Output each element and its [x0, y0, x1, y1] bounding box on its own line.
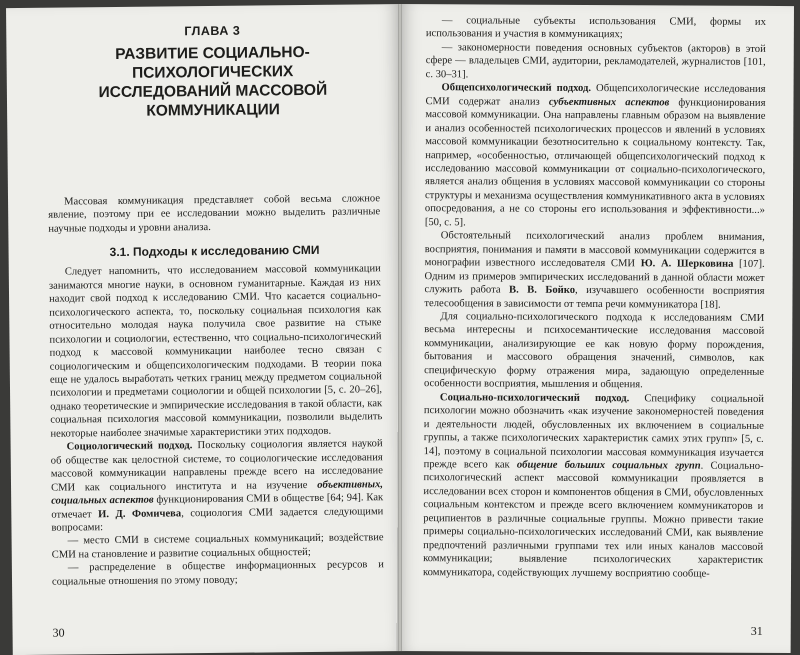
- list-item: — закономерности поведения основных субъектов (акторов) в этой сфере — владельцев СМИ, аудитории, рекламодателей, журналистов [101, с. 30–31].: [425, 42, 766, 81]
- chapter-title: [46, 42, 379, 121]
- text-run: . Социально-психологический аспект массовой коммуникации проявляется в исследовании всех сторон и компонентов общения в СМИ, обусловленных социальным контекстом и прежде всего включением коммуникаторов и реципиентов в различные социальные группы. Можно привести такие примеры социально-психологических исследований СМИ, как выявление предпочтений различными группами тех или иных каналов массовой коммуникации; выявление психологических характеристик коммуникатора, содействующих лучшему восприятию сообще-: [422, 460, 764, 580]
- author-name: Ю. А. Шерковина: [640, 258, 734, 270]
- run-in-heading: Общепсихологический подход.: [441, 82, 592, 95]
- right-page: [397, 4, 794, 653]
- chapter-label: ГЛАВА 3: [184, 23, 241, 39]
- book-spread: [6, 4, 794, 651]
- body-paragraph: [425, 81, 766, 231]
- emphasis: объективных, социальных аспектов: [51, 478, 384, 507]
- body-paragraph: [423, 391, 764, 581]
- page-number: 31: [750, 623, 763, 638]
- list-item: — место СМИ в системе социальных коммуникаций; воздействие СМИ на становление и развитие социальных общностей;: [51, 532, 384, 561]
- text-run: Поскольку социология является наукой об обществе как целостной системе, то социологические исследования массовой коммуникации направлены прежде всего на исследование СМИ как социального института и на изучение: [50, 438, 383, 494]
- section-title: 3.1. Подходы к исследованию СМИ: [109, 243, 320, 260]
- text-run: Общепсихологические исследования СМИ содержат анализ: [425, 83, 766, 108]
- body-paragraph: [51, 437, 384, 535]
- chapter-title-line: КОММУНИКАЦИИ: [146, 101, 280, 120]
- list-item: — распределение в обществе информационных ресурсов и социальные отношения по этому поводу;: [51, 559, 384, 588]
- chapter-title-line: РАЗВИТИЕ СОЦИАЛЬНО-ПСИХОЛОГИЧЕСКИХ: [115, 43, 310, 82]
- list-item: — социальные субъекты использования СМИ, формы их использования и участия в коммуникациях;: [425, 15, 766, 41]
- author-name: В. В. Бойко: [508, 284, 576, 296]
- run-in-heading: Социологический подход.: [66, 440, 193, 453]
- text-run: функционирования СМИ в обществе [64; 94]. Как отмечает: [51, 492, 384, 521]
- left-page: [6, 4, 407, 655]
- body-paragraph: Следует напомнить, что исследованием массовой коммуникации занимаются многие науки, в основном гуманитарные. Каждая из них находит свой подход к исследованию СМИ. Что касается социально-психологического аспекта, то, поскольку социальная психология как относительно молодая наука получила свое развитие на стыке психологии и социологии, естественно, что социально-психологический подход к массовой коммуникации наиболее тесно связан с социологическим и общепсихологическим подходами. В теории пока еще не удалось выработать четких границ между предметом социальной психологии и предметами социологии и общей психологии [5, с. 20–26], однако теоретические и эмпирические исследования в такой области, как социальная психология массовой коммуникации, позволили выделить некоторые наиболее значимые характеристики этих подходов.: [48, 263, 383, 440]
- chapter-title-line: ИССЛЕДОВАНИЙ МАССОВОЙ: [98, 81, 328, 102]
- run-in-heading: Социально-психологический подход.: [439, 391, 630, 404]
- body-paragraph: Для социально-психологического подхода к исследованиям СМИ весьма интересны и психосемантические исследования массовой коммуникации, анализирующие ее как новую форму порождения, бытования и массового обращения значений, символов, как специфическую форму отражения мира, задающую определенные особенности восприятия, мышления и общения.: [423, 311, 765, 391]
- text-run: [107]. Одним из примеров эмпирических исследований в данной области может служить работа: [424, 258, 765, 296]
- text-run: Обстоятельный психологический анализ проблем внимания, восприятия, понимания и памяти в массовой коммуникации содержится в монографии известного исследователя СМИ: [424, 230, 765, 270]
- text-run: функционирования массовой коммуникации. Она направлены главным образом на выявление и анализ особенностей психологических процессов и явлений в условиях массовой коммуникации безотносительно к социальному контексту. Так, например, «особенностью, отличающей общепсихологический подход к исследованию массовой коммуникации от социально-психологического, является анализ общения в условиях массовой коммуникации со стороны структуры и механизма осуществления коммуникативного акта в условиях опосредования, а не со стороны его использования и эффективности...» [50, с. 5].: [424, 97, 766, 229]
- emphasis: общение больших социальных групп: [516, 459, 701, 472]
- intro-paragraph: Массовая коммуникация представляет собой весьма сложное явление, поэтому при ее исследовании можно выделить различные научные подходы и уровни анализа.: [48, 193, 381, 235]
- author-name: И. Д. Фомичева: [98, 507, 182, 520]
- page-number: 30: [52, 625, 65, 640]
- book-gutter: [398, 4, 402, 651]
- emphasis: субъективных аспектов: [548, 96, 670, 109]
- text-run: , изучавшего особенности восприятия телесообщения в зависимости от темпа речи коммуникатора [18].: [424, 284, 765, 311]
- text-run: , социология СМИ задается следующими вопросами:: [51, 505, 384, 534]
- body-paragraph: [424, 229, 764, 311]
- text-run: Специфику социальной психологии можно обозначить «как изучение закономерностей поведения и деятельности людей, обусловленных их включением в социальные группы, а также психологических характеристик самих этих групп» [5, с. 14], поэтому в социальной психологии массовая коммуникация изучается прежде всего как: [423, 392, 764, 471]
